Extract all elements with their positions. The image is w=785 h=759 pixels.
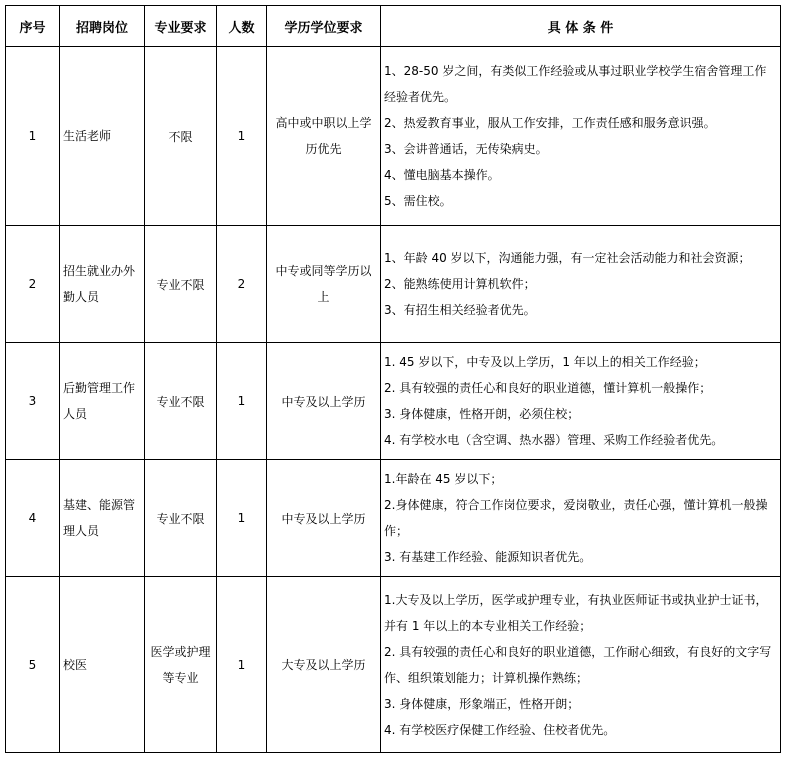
condition-item: 1. 45 岁以下，中专及以上学历，1 年以上的相关工作经验； xyxy=(384,355,706,369)
condition-item: 1、年龄 40 岁以下，沟通能力强，有一定社会活动能力和社会资源； xyxy=(384,251,751,265)
cell-position: 招生就业办外勤人员 xyxy=(60,226,145,343)
condition-item: 3. 身体健康，形象端正，性格开朗； xyxy=(384,696,580,711)
cell-education: 中专或同等学历以上 xyxy=(267,226,381,343)
cell-education: 中专及以上学历 xyxy=(267,460,381,577)
header-seq: 序号 xyxy=(6,6,60,47)
cell-count: 1 xyxy=(217,460,267,577)
condition-item: 3、会讲普通话，无传染病史。 xyxy=(384,142,548,156)
header-education: 学历学位要求 xyxy=(267,6,381,47)
cell-conditions xyxy=(381,47,781,226)
cell-major: 专业不限 xyxy=(145,460,217,577)
cell-position: 校医 xyxy=(60,577,145,753)
cell-count: 1 xyxy=(217,577,267,753)
condition-item: 3. 有基建工作经验、能源知识者优先。 xyxy=(384,550,592,564)
cell-major: 专业不限 xyxy=(145,226,217,343)
condition-item: 3. 身体健康，性格开朗，必须住校； xyxy=(384,407,580,421)
cell-conditions xyxy=(381,460,781,577)
table-row xyxy=(6,47,781,226)
header-position: 招聘岗位 xyxy=(60,6,145,47)
condition-item: 4. 有学校医疗保健工作经验、住校者优先。 xyxy=(384,722,616,737)
condition-item: 2.身体健康，符合工作岗位要求，爱岗敬业，责任心强，懂计算机一般操作； xyxy=(384,498,768,538)
cell-conditions xyxy=(381,577,781,753)
cell-major: 医学或护理等专业 xyxy=(145,577,217,753)
cell-major: 专业不限 xyxy=(145,343,217,460)
table-row xyxy=(6,577,781,753)
cell-seq: 1 xyxy=(6,47,60,226)
cell-education: 大专及以上学历 xyxy=(267,577,381,753)
cell-seq: 3 xyxy=(6,343,60,460)
condition-item: 1.年龄在 45 岁以下； xyxy=(384,472,503,486)
cell-position: 后勤管理工作人员 xyxy=(60,343,145,460)
cell-position: 基建、能源管理人员 xyxy=(60,460,145,577)
table-row xyxy=(6,343,781,460)
table-row xyxy=(6,460,781,577)
header-row xyxy=(6,6,781,47)
condition-item: 2. 具有较强的责任心和良好的职业道德，工作耐心细致，有良好的文字写作、组织策划能力；计算机操作熟练； xyxy=(384,644,772,685)
cell-conditions xyxy=(381,226,781,343)
table-row xyxy=(6,226,781,343)
condition-item: 1.大专及以上学历，医学或护理专业，有执业医师证书或执业护士证书，并有 1 年以上的本专业相关工作经验； xyxy=(384,592,768,633)
condition-item: 5、需住校。 xyxy=(384,194,452,208)
condition-item: 2、能熟练使用计算机软件； xyxy=(384,277,536,291)
cell-seq: 5 xyxy=(6,577,60,753)
cell-seq: 2 xyxy=(6,226,60,343)
condition-item: 3、有招生相关经验者优先。 xyxy=(384,303,536,317)
header-major: 专业要求 xyxy=(145,6,217,47)
cell-count: 1 xyxy=(217,47,267,226)
condition-item: 4. 有学校水电（含空调、热水器）管理、采购工作经验者优先。 xyxy=(384,433,724,447)
condition-item: 4、懂电脑基本操作。 xyxy=(384,168,500,182)
cell-count: 2 xyxy=(217,226,267,343)
cell-count: 1 xyxy=(217,343,267,460)
cell-education: 中专及以上学历 xyxy=(267,343,381,460)
condition-item: 2. 具有较强的责任心和良好的职业道德，懂计算机一般操作； xyxy=(384,381,712,395)
cell-education: 高中或中职以上学历优先 xyxy=(267,47,381,226)
condition-item: 2、热爱教育事业，服从工作安排，工作责任感和服务意识强。 xyxy=(384,116,716,130)
recruitment-table xyxy=(5,5,781,753)
cell-position: 生活老师 xyxy=(60,47,145,226)
cell-conditions xyxy=(381,343,781,460)
header-count: 人数 xyxy=(217,6,267,47)
cell-seq: 4 xyxy=(6,460,60,577)
cell-major: 不限 xyxy=(145,47,217,226)
condition-item: 1、28-50 岁之间，有类似工作经验或从事过职业学校学生宿舍管理工作经验者优先。 xyxy=(384,64,767,104)
header-conditions: 具 体 条 件 xyxy=(381,6,781,47)
